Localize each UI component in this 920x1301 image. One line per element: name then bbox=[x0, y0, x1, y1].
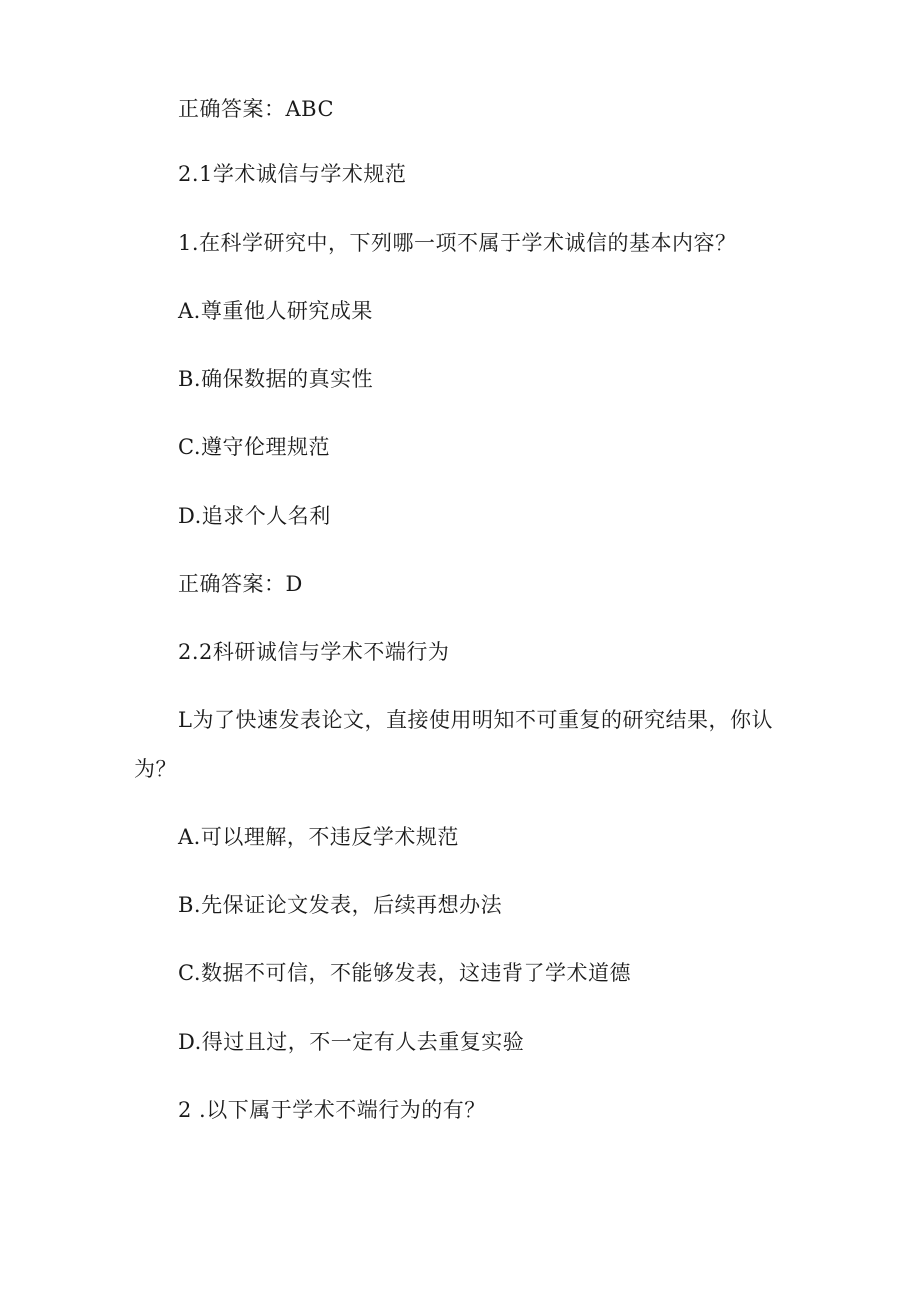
option-d-2: D.得过且过，不一定有人去重复实验 bbox=[178, 1030, 525, 1054]
option-d-1: D.追求个人名利 bbox=[178, 504, 331, 528]
option-a-2: A.可以理解，不违反学术规范 bbox=[178, 825, 459, 849]
option-b-1: B.确保数据的真实性 bbox=[178, 367, 374, 391]
option-a-1: A.尊重他人研究成果 bbox=[178, 299, 373, 323]
question-1: 1.在科学研究中，下列哪一项不属于学术诚信的基本内容？ bbox=[178, 231, 737, 255]
answer-line-1: 正确答案：ABC bbox=[178, 97, 335, 121]
section-heading-2-1: 2.1学术诚信与学术规范 bbox=[178, 162, 407, 186]
option-c-1: C.遵守伦理规范 bbox=[178, 435, 330, 459]
section-heading-2-2: 2.2科研诚信与学术不端行为 bbox=[178, 640, 450, 664]
question-2-line-2: 为？ bbox=[134, 757, 177, 781]
answer-line-2: 正确答案：D bbox=[178, 572, 303, 596]
question-2-line-1: L为了快速发表论文，直接使用明知不可重复的研究结果，你认 bbox=[178, 708, 773, 732]
option-b-2: B.先保证论文发表，后续再想办法 bbox=[178, 893, 503, 917]
option-c-2: C.数据不可信，不能够发表，这违背了学术道德 bbox=[178, 961, 631, 985]
question-3: 2 .以下属于学术不端行为的有？ bbox=[178, 1098, 486, 1122]
